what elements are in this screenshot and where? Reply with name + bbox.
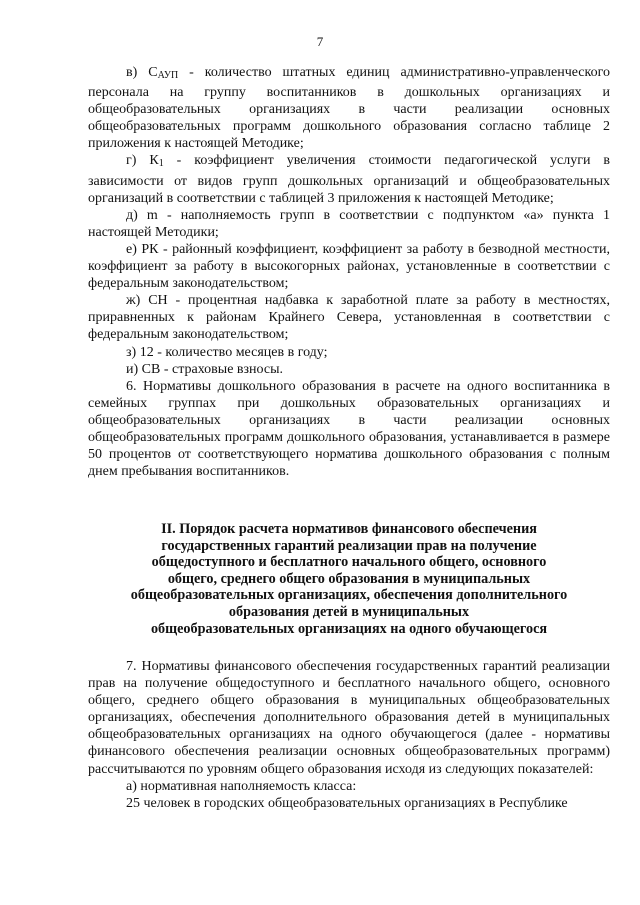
section-body [88, 658, 610, 812]
heading-line: общедоступного и бесплатного начального общего, основного [151, 554, 547, 571]
definition-item-i: и) СВ - страховые взносы. [126, 361, 284, 377]
heading-line: общеобразовательных организациях на одного обучающегося [150, 620, 548, 637]
definition-item-d: д) m - наполняемость групп в соответствии с подпунктом «а» пункта 1 настоящей Методики; [88, 207, 610, 240]
heading-line: образования детей в муниципальных [228, 603, 470, 620]
item-prefix: г) К [126, 153, 159, 169]
definition-item-zh: ж) СН - процентная надбавка к заработной плате за работу в местностях, приравненных к районам Крайнего Севера, установленная в соответствии с федеральным законодательством; [88, 293, 610, 343]
heading-line: общего, среднего общего образования в муниципальных [167, 570, 531, 587]
item-a-detail: 25 человек в городских общеобразовательных организациях в Республике [126, 795, 568, 811]
paragraph-6: 6. Нормативы дошкольного образования в расчете на одного воспитанника в семейных группах при дошкольных образовательных организациях и общеобразовательных организациях в части реализации основных общеобразовательных программ дошкольного образования, устанавливается в размере 50 процентов от соответствующего норматива дошкольного образования с полным днем пребывания воспитанников. [88, 378, 610, 480]
heading-line: общеобразовательных организациях, обеспечения дополнительного [130, 587, 568, 604]
section-heading [100, 521, 598, 637]
item-subscript: 1 [158, 158, 164, 170]
definition-item-v [88, 64, 610, 152]
paragraph-7: 7. Нормативы финансового обеспечения государственных гарантий реализации прав на получение общедоступного и бесплатного начального общего, основного общего, среднего общего образования в муниципальных общеобразовательных организациях, обеспечения дополнительного образования детей в муниципальных общеобразовательных организациях на одного обучающегося (далее - нормативы финансового обеспечения реализации основных общеобразовательных программ) рассчитываются по уровням общего образования исходя из следующих показателей: [88, 659, 610, 777]
definition-item-e: е) РК - районный коэффициент, коэффициент за работу в безводной местности, коэффициент за работу в высокогорных районах, установленные в соответствии с федеральным законодательством; [88, 241, 610, 292]
heading-line: государственных гарантий реализации прав на получение [161, 537, 537, 554]
item-a: а) нормативная наполняемость класса: [126, 778, 357, 794]
definition-item-z: з) 12 - количество месяцев в году; [126, 344, 328, 360]
item-prefix: в) С [126, 65, 158, 80]
definitions-list [88, 64, 610, 480]
item-text: - коэффициент увеличения стоимости педагогической услуги в зависимости от видов групп дошкольных организаций и общеобразовательных организаций в соответствии с таблицей 3 приложения к настоящей Методике; [88, 153, 610, 206]
page-number: 7 [316, 34, 324, 49]
definition-item-g [88, 152, 610, 206]
heading-line: II. Порядок расчета нормативов финансового обеспечения [161, 521, 537, 537]
item-text: - количество штатных единиц административно-управленческого персонала на группу воспитанников в дошкольных организациях и общеобразовательных организациях в части реализации основных общеобразовательных программ дошкольного образования согласно таблице 2 приложения к настоящей Методике; [88, 65, 610, 152]
item-subscript: АУП [157, 70, 179, 81]
